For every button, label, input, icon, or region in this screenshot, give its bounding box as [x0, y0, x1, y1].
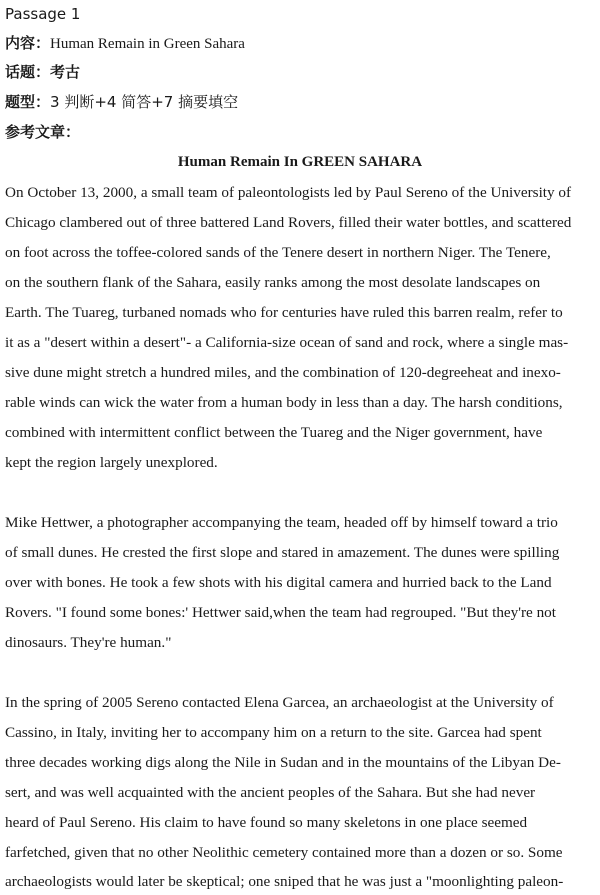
article-line: on foot across the toffee-colored sands of the Tenere desert in northern Niger. The Tenere, — [5, 244, 551, 261]
topic-value: 考古 — [50, 63, 81, 81]
article-line: on the southern flank of the Sahara, easily ranks among the most desolate landscapes on — [5, 274, 541, 291]
article-line: of small dunes. He crested the first slope and stared in amazement. The dunes were spilling — [5, 544, 560, 561]
article-line: it as a "desert within a desert"- a California-size ocean of sand and rock, where a single mas- — [5, 334, 569, 351]
article-line: dinosaurs. They're human." — [5, 634, 172, 651]
article-line: heard of Paul Sereno. His claim to have found so many skeletons in one place seemed — [5, 814, 528, 831]
content-value: Human Remain in Green Sahara — [50, 36, 245, 52]
passage-number — [5, 4, 80, 25]
article-line: over with bones. He took a few shots with his digital camera and hurried back to the Land — [5, 574, 552, 591]
article-title: Human Remain In GREEN SAHARA — [177, 154, 423, 170]
article-line: sert, and was well acquainted with the ancient peoples of the Sahara. But she had never — [5, 784, 536, 801]
article-line: farfetched, given that no other Neolithic cemetery contained more than a dozen or so. Some — [5, 844, 563, 861]
article-line: kept the region largely unexplored. — [5, 454, 218, 471]
article-line: Rovers. "I found some bones:' Hettwer said,when the team had regrouped. "But they're not — [5, 604, 556, 621]
article-line: Chicago clambered out of three battered Land Rovers, filled their water bottles, and scattered — [5, 214, 572, 231]
reference-article-line — [5, 122, 80, 143]
article-line: Earth. The Tuareg, turbaned nomads who for centuries have ruled this barren realm, refer to — [5, 304, 563, 321]
content-line — [5, 33, 245, 54]
question-type-value: 3 判断+4 简答+7 摘要填空 — [50, 93, 239, 111]
article-line: three decades working digs along the Nile in Sudan and in the mountains of the Libyan De- — [5, 754, 561, 771]
topic-line — [5, 62, 80, 83]
article-line: Mike Hettwer, a photographer accompanying the team, headed off by himself toward a trio — [5, 514, 558, 531]
passage-label: Passage 1 — [5, 5, 81, 23]
article-line: On October 13, 2000, a small team of paleontologists led by Paul Sereno of the University of — [5, 184, 572, 201]
article-line: archaeologists would later be skeptical; one sniped that he was just a "moonlighting paleon- — [5, 873, 564, 890]
article-line: Cassino, in Italy, inviting her to accompany him on a return to the site. Garcea had spent — [5, 724, 542, 741]
topic-label: 话题： — [5, 63, 51, 81]
article-line: In the spring of 2005 Sereno contacted Elena Garcea, an archaeologist at the University of — [5, 694, 554, 711]
reference-article-label: 参考文章： — [5, 123, 81, 141]
question-type-label: 题型： — [5, 93, 51, 111]
article-line: sive dune might stretch a hundred miles, and the combination of 120-degreeheat and inexo- — [5, 364, 561, 381]
article-line: combined with intermittent conflict between the Tuareg and the Niger government, have — [5, 424, 543, 441]
article-line: rable winds can wick the water from a human body in less than a day. The harsh conditions, — [5, 394, 563, 411]
content-label: 内容： — [5, 34, 51, 52]
question-type-line — [5, 92, 238, 113]
